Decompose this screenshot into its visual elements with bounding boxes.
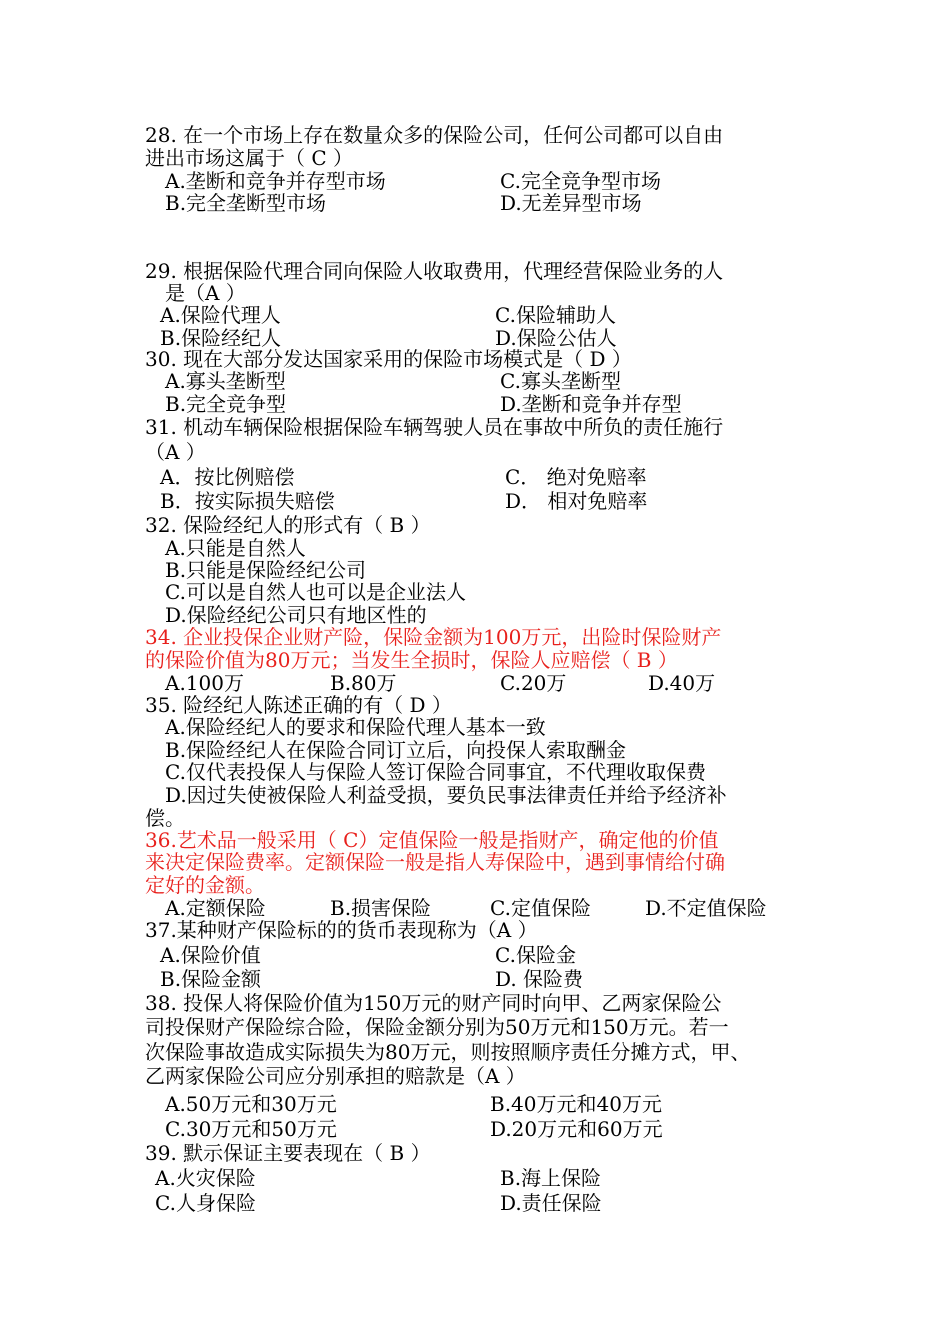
question-stem: 来决定保险费率。定额保险一般是指人寿保险中，遇到事情给付确 bbox=[145, 850, 725, 874]
option-b: B.完全竞争型 bbox=[165, 392, 287, 416]
question-stem: （A ） bbox=[145, 440, 206, 464]
option-b: B.80万 bbox=[330, 671, 397, 695]
option-d-continued: 偿。 bbox=[145, 806, 185, 830]
option-c: C.30万元和50万元 bbox=[165, 1117, 337, 1141]
option-b: B.损害保险 bbox=[330, 896, 432, 920]
option-c: C.保险辅助人 bbox=[495, 303, 616, 327]
question-stem: 是（A ） bbox=[165, 281, 246, 305]
option-c: C.保险金 bbox=[495, 943, 576, 967]
option-d: D. 保险费 bbox=[495, 967, 584, 991]
option-b: B.海上保险 bbox=[500, 1166, 602, 1190]
option-d: D.不定值保险 bbox=[645, 896, 767, 920]
option-b: B.完全垄断型市场 bbox=[165, 191, 327, 215]
question-stem: 38. 投保人将保险价值为150万元的财产同时向甲、乙两家保险公 bbox=[145, 991, 722, 1015]
option-d: D.无差异型市场 bbox=[500, 191, 642, 215]
question-stem: 35. 险经纪人陈述正确的有（ D ） bbox=[145, 693, 452, 717]
option-d: D． 相对免赔率 bbox=[505, 489, 648, 513]
option-c: C.定值保险 bbox=[490, 896, 591, 920]
question-stem: 32. 保险经纪人的形式有（ B ） bbox=[145, 513, 431, 537]
question-stem: 39. 默示保证主要表现在（ B ） bbox=[145, 1141, 431, 1165]
question-stem: 乙两家保险公司应分别承担的赔款是（A ） bbox=[145, 1064, 526, 1088]
option-a: A.50万元和30万元 bbox=[165, 1092, 337, 1116]
option-b: B.40万元和40万元 bbox=[490, 1092, 662, 1116]
option-c: C.可以是自然人也可以是企业法人 bbox=[165, 580, 466, 604]
option-d: D.保险经纪公司只有地区性的 bbox=[165, 603, 427, 627]
option-c: C.仅代表投保人与保险人签订保险合同事宜，不代理收取保费 bbox=[165, 760, 706, 784]
question-stem: 28. 在一个市场上存在数量众多的保险公司，任何公司都可以自由 bbox=[145, 123, 724, 147]
option-b: B.保险经纪人 bbox=[160, 326, 282, 350]
option-c: C.人身保险 bbox=[155, 1191, 256, 1215]
option-c: C.20万 bbox=[500, 671, 567, 695]
option-d: D.20万元和60万元 bbox=[490, 1117, 663, 1141]
option-d: D.因过失使被保险人利益受损，要负民事法律责任并给予经济补 bbox=[165, 783, 727, 807]
question-stem: 29. 根据保险代理合同向保险人收取费用，代理经营保险业务的人 bbox=[145, 259, 724, 283]
option-a: A.定额保险 bbox=[165, 896, 266, 920]
question-stem: 36.艺术品一般采用（ C）定值保险一般是指财产，确定他的价值 bbox=[145, 828, 719, 852]
option-a: A.火灾保险 bbox=[155, 1166, 256, 1190]
option-d: D.责任保险 bbox=[500, 1191, 602, 1215]
option-c: C.寡头垄断型 bbox=[500, 369, 621, 393]
option-a: A.寡头垄断型 bbox=[165, 369, 286, 393]
question-stem: 司投保财产保险综合险，保险金额分别为50万元和150万元。若一 bbox=[145, 1015, 729, 1039]
option-a: A.保险经纪人的要求和保险代理人基本一致 bbox=[165, 715, 546, 739]
option-a: A．按比例赔偿 bbox=[160, 465, 295, 489]
option-b: B.保险经纪人在保险合同订立后，向投保人索取酬金 bbox=[165, 738, 627, 762]
option-b: B.保险金额 bbox=[160, 967, 262, 991]
option-a: A.垄断和竞争并存型市场 bbox=[165, 169, 386, 193]
option-a: A.只能是自然人 bbox=[165, 536, 306, 560]
option-d: D.保险公估人 bbox=[495, 326, 617, 350]
option-d: D.垄断和竞争并存型 bbox=[500, 392, 682, 416]
option-a: A.100万 bbox=[165, 671, 244, 695]
question-stem: 30. 现在大部分发达国家采用的保险市场模式是（ D ） bbox=[145, 347, 632, 371]
question-stem: 的保险价值为80万元；当发生全损时，保险人应赔偿（ B ） bbox=[145, 648, 678, 672]
question-stem: 次保险事故造成实际损失为80万元，则按照顺序责任分摊方式，甲、 bbox=[145, 1040, 751, 1064]
option-c: C． 绝对免赔率 bbox=[505, 465, 647, 489]
option-d: D.40万 bbox=[648, 671, 716, 695]
question-stem: 34. 企业投保企业财产险，保险金额为100万元，出险时保险财产 bbox=[145, 625, 722, 649]
question-stem: 31. 机动车辆保险根据保险车辆驾驶人员在事故中所负的责任施行 bbox=[145, 415, 724, 439]
question-stem: 定好的金额。 bbox=[145, 873, 265, 897]
option-b: B.只能是保险经纪公司 bbox=[165, 558, 367, 582]
option-c: C.完全竞争型市场 bbox=[500, 169, 661, 193]
question-stem: 37.某种财产保险标的的货币表现称为（A ） bbox=[145, 918, 538, 942]
option-b: B．按实际损失赔偿 bbox=[160, 489, 335, 513]
option-a: A.保险代理人 bbox=[160, 303, 281, 327]
question-stem: 进出市场这属于（ C ） bbox=[145, 146, 354, 170]
option-a: A.保险价值 bbox=[160, 943, 261, 967]
